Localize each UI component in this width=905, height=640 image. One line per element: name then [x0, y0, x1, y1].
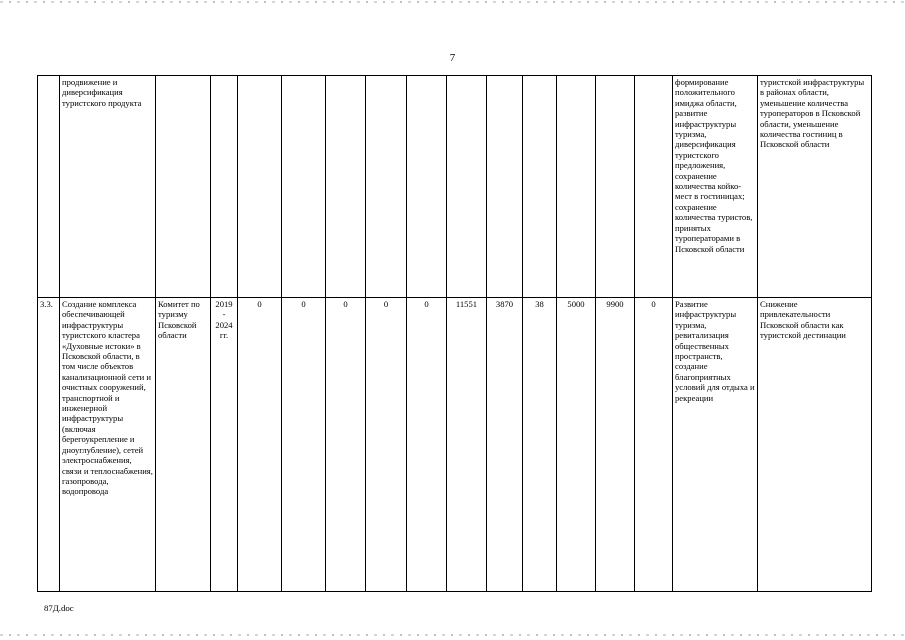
cell-period: 2019 - 2024 гг.: [211, 298, 238, 592]
document-filename: 87Д.doc: [44, 603, 74, 613]
scan-edge-bottom: [0, 634, 905, 636]
table-row-3-3: [38, 298, 872, 592]
cell-value: [282, 76, 326, 298]
cell-consequence: туристской инфраструктуры в районах области, уменьшение количества туроператоров в Псковской области, уменьшение количества гостиниц в Псковской области: [758, 76, 872, 298]
cell-value: [596, 76, 635, 298]
scan-edge-top: [0, 1, 905, 3]
cell-executor: [156, 76, 211, 298]
cell-value: [487, 76, 523, 298]
cell-value: 11551: [447, 298, 487, 592]
table-row-continued: [38, 76, 872, 298]
cell-executor: Комитет по туризму Псковской области: [156, 298, 211, 592]
cell-value: [635, 76, 673, 298]
cell-index: 3.3.: [38, 298, 60, 592]
cell-value: [447, 76, 487, 298]
cell-value: 0: [635, 298, 673, 592]
measures-table: [37, 75, 872, 592]
cell-period: [211, 76, 238, 298]
cell-value: 0: [407, 298, 447, 592]
cell-value: 3870: [487, 298, 523, 592]
cell-value: [557, 76, 596, 298]
cell-expected-result: Развитие инфраструктуры туризма, ревитализация общественных пространств, создание благоприятных условий для отдыха и рекреации: [673, 298, 758, 592]
cell-value: 38: [523, 298, 557, 592]
cell-value: [407, 76, 447, 298]
cell-value: 0: [366, 298, 407, 592]
cell-value: 0: [238, 298, 282, 592]
cell-consequence: Снижение привлекательности Псковской области как туристской дестинации: [758, 298, 872, 592]
cell-value: 9900: [596, 298, 635, 592]
cell-measure-name: Создание комплекса обеспечивающей инфраструктуры туристского кластера «Духовные истоки» в Псковской области, в том числе объектов канализационной сети и очистных сооружений, транспортной и инженерной инфраструктуры (включая берегоукрепление и дноуглубление), сетей электроснабжения, связи и теплоснабжения, газопровода, водопровода: [60, 298, 156, 592]
page-number: 7: [449, 52, 456, 64]
cell-expected-result: формирование положительного имиджа области, развитие инфраструктуры туризма, диверсификация туристского предложения, сохранение количества койко-мест в гостиницах; сохранение количества туристов, принятых туроператорами в Псковской области: [673, 76, 758, 298]
cell-value: [238, 76, 282, 298]
cell-index: [38, 76, 60, 298]
cell-value: [366, 76, 407, 298]
cell-value: [326, 76, 366, 298]
cell-value: 5000: [557, 298, 596, 592]
cell-value: 0: [282, 298, 326, 592]
cell-measure-name: продвижение и диверсификация туристского продукта: [60, 76, 156, 298]
cell-value: 0: [326, 298, 366, 592]
cell-value: [523, 76, 557, 298]
